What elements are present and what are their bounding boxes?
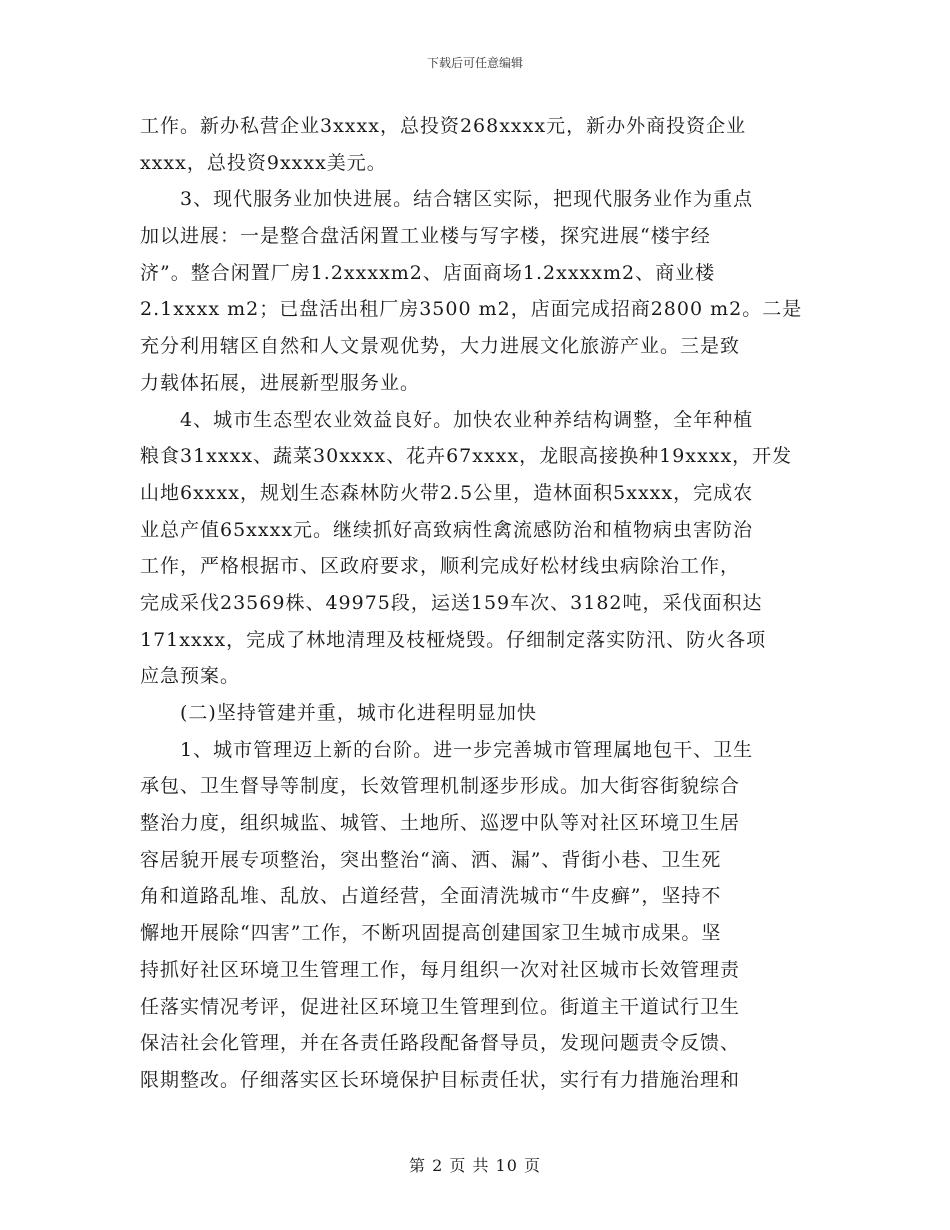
text-line: 保洁社会化管理，并在各责任路段配备督导员，发现问题责令反馈、 — [140, 1032, 741, 1055]
text-line: 限期整改。仔细落实区长环境保护目标责任状，实行有力措施治理和 — [140, 1068, 741, 1091]
text-line: 容居貌开展专项整治，突出整治“滴、洒、漏”、背街小巷、卫生死 — [140, 848, 722, 871]
text-line: 4、城市生态型农业效益良好。加快农业种养结构调整，全年种植 — [140, 408, 754, 431]
text-line: xxxx，总投资9xxxx美元。 — [140, 151, 387, 174]
text-line: 持抓好社区环境卫生管理工作，每月组织一次对社区城市长效管理责 — [140, 958, 741, 981]
text-line: 山地6xxxx，规划生态森林防火带2.5公里，造林面积5xxxx，完成农 — [140, 481, 754, 504]
text-line: 承包、卫生督导等制度，长效管理机制逐步形成。加大街容街貌综合 — [140, 775, 741, 798]
body-text — [140, 108, 810, 1099]
text-line: 2.1xxxx m2；已盘活出租厂房3500 m2，店面完成招商2800 m2。二是 — [140, 298, 803, 321]
text-line: 完成采伐23569株、49975段，运送159车次、3182吨，采伐面积达 — [140, 591, 763, 614]
text-line: 任落实情况考评，促进社区环境卫生管理到位。街道主干道试行卫生 — [140, 995, 741, 1018]
page-header: 下载后可任意编辑 — [426, 56, 523, 70]
text-line: 懈地开展除“四害”工作，不断巩固提高创建国家卫生城市成果。坚 — [140, 922, 722, 945]
text-line: 1、城市管理迈上新的台阶。进一步完善城市管理属地包干、卫生 — [140, 738, 754, 761]
text-line: 业总产值65xxxx元。继续抓好高致病性禽流感防治和植物病虫害防治 — [140, 518, 754, 541]
text-line: 加以进展：一是整合盘活闲置工业楼与写字楼，探究进展“楼宇经 — [140, 225, 711, 248]
text-line: 力载体拓展，进展新型服务业。 — [140, 371, 421, 394]
text-line: 济”。整合闲置厂房1.2xxxxm2、店面商场1.2xxxxm2、商业楼 — [140, 261, 716, 284]
page-footer: 第 2 页 共 10 页 — [409, 1156, 541, 1175]
text-line: 应急预案。 — [140, 665, 241, 688]
text-line: 充分利用辖区自然和人文景观优势，大力进展文化旅游产业。三是致 — [140, 335, 741, 358]
text-line: 粮食31xxxx、蔬菜30xxxx、花卉67xxxx，龙眼高接换种19xxxx，开发 — [140, 445, 793, 468]
text-line: 171xxxx，完成了林地清理及枝桠烧毁。仔细制定落实防汛、防火各项 — [140, 628, 767, 651]
text-line: 工作。新办私营企业3xxxx，总投资268xxxx元，新办外商投资企业 — [140, 115, 747, 137]
text-line: (二)坚持管建并重，城市化进程明显加快 — [140, 702, 537, 724]
text-line: 整治力度，组织城监、城管、土地所、巡逻中队等对社区环境卫生居 — [140, 812, 741, 835]
text-line: 3、现代服务业加快进展。结合辖区实际，把现代服务业作为重点 — [140, 188, 754, 211]
text-line: 角和道路乱堆、乱放、占道经营，全面清洗城市“牛皮癣”，坚持不 — [140, 885, 722, 908]
text-line: 工作，严格根据市、区政府要求，顺利完成好松材线虫病除治工作， — [140, 555, 741, 578]
